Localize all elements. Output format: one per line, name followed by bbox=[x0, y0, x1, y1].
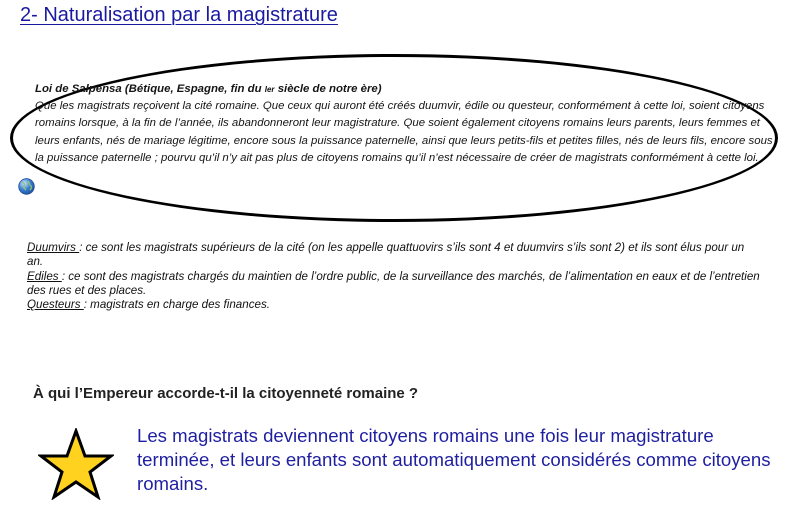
answer-text: Les magistrats deviennent citoyens romains une fois leur magistrature terminée, et leurs enfants sont automatiquement considérés comme citoyens romains. bbox=[137, 425, 771, 494]
quote-title-century: Ier bbox=[264, 85, 275, 94]
definition-term: Questeurs bbox=[27, 298, 84, 312]
star-icon bbox=[38, 428, 114, 500]
quote-title bbox=[35, 81, 775, 98]
definition-questeurs bbox=[27, 298, 762, 312]
question-text: À qui l’Empereur accorde-t-il la citoyenneté romaine ? bbox=[33, 385, 419, 402]
section-heading: 2- Naturalisation par la magistrature bbox=[20, 4, 338, 26]
quote-document bbox=[35, 81, 775, 167]
definition-ediles bbox=[27, 270, 762, 299]
quote-body: Que les magistrats reçoivent la cité romaine. Que ceux qui auront été créés duumvir, édile ou questeur, conformément à cette loi, soient citoyens romains lorsque, à la fin de l’année, ils abandonneront leur magistrature. Que soient également citoyens romains leurs parents, leurs femmes et leurs enfants, nés de mariage légitime, encore sous la puissance paternelle, ainsi que leurs petits-fils et petites filles, nés de leurs fils, encore sous la puissance paternelle ; pourvu qu’il n’y ait pas plus de citoyens romains qu’il n’est nécessaire de créer de magistrats conformément à cette loi. bbox=[35, 100, 773, 164]
definition-term: Ediles bbox=[27, 269, 62, 283]
definition-text: : ce sont des magistrats chargés du maintien de l’ordre public, de la surveillance des marchés, de l’alimentation en eaux et de l’entretien des rues et des places. bbox=[27, 269, 760, 297]
definition-text: : magistrats en charge des finances. bbox=[83, 298, 270, 312]
quote-title-prefix: Loi de Salpensa (Bétique, Espagne, fin du bbox=[35, 83, 265, 95]
quote-title-suffix: siècle de notre ère) bbox=[274, 83, 382, 95]
definitions bbox=[27, 241, 762, 312]
definition-text: : ce sont les magistrats supérieurs de la cité (on les appelle quattuovirs s’ils sont 4 et duumvirs s’ils sont 2) et ils sont élus pour un an. bbox=[27, 241, 745, 269]
globe-icon[interactable] bbox=[18, 178, 35, 195]
definition-duumvirs bbox=[27, 241, 762, 270]
definition-term: Duumvirs bbox=[27, 241, 80, 254]
